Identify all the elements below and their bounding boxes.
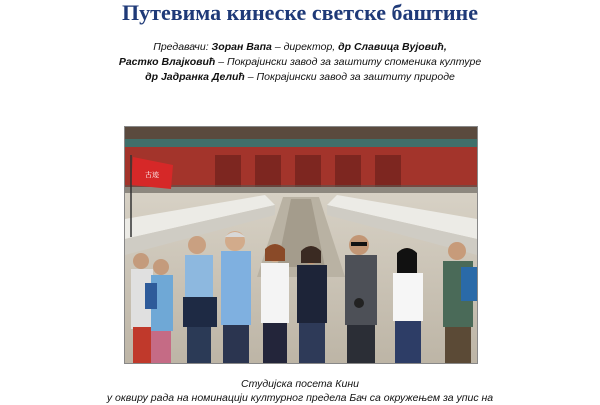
photo-caption: [0, 377, 600, 405]
presenter-name-3: Растко Влајковић: [118, 56, 216, 68]
presenters-prefix: Предавачи:: [153, 41, 212, 53]
flag-banner-text: 古迹: [145, 171, 159, 179]
group-photo-illustration: [125, 127, 477, 363]
presenter-name-2: др Славица Вујовић,: [338, 41, 447, 53]
group-photo: [124, 126, 478, 364]
presenter-name-1: Зоран Вапа: [211, 41, 272, 53]
presenter-role-4: – Покрајински завод за заштиту природе: [244, 71, 455, 83]
presenter-role-3: – Покрајински завод за заштиту споменика културе: [215, 56, 482, 68]
presenter-role-1: – директор,: [271, 41, 339, 53]
presenters-line-2: [0, 55, 600, 70]
presenters-line-1: [0, 40, 600, 55]
caption-line-1: Студијска посета Кини: [241, 378, 359, 390]
page-title: Путевима кинеске светске баштине: [122, 0, 478, 25]
presenters-line-3: [0, 70, 600, 85]
presenters-block: [0, 40, 600, 85]
caption-line-2: у оквиру рада на номинацији културног предела Бач са окружењем за упис на: [106, 392, 494, 404]
presenter-name-4: др Јадранка Делић: [145, 71, 245, 83]
